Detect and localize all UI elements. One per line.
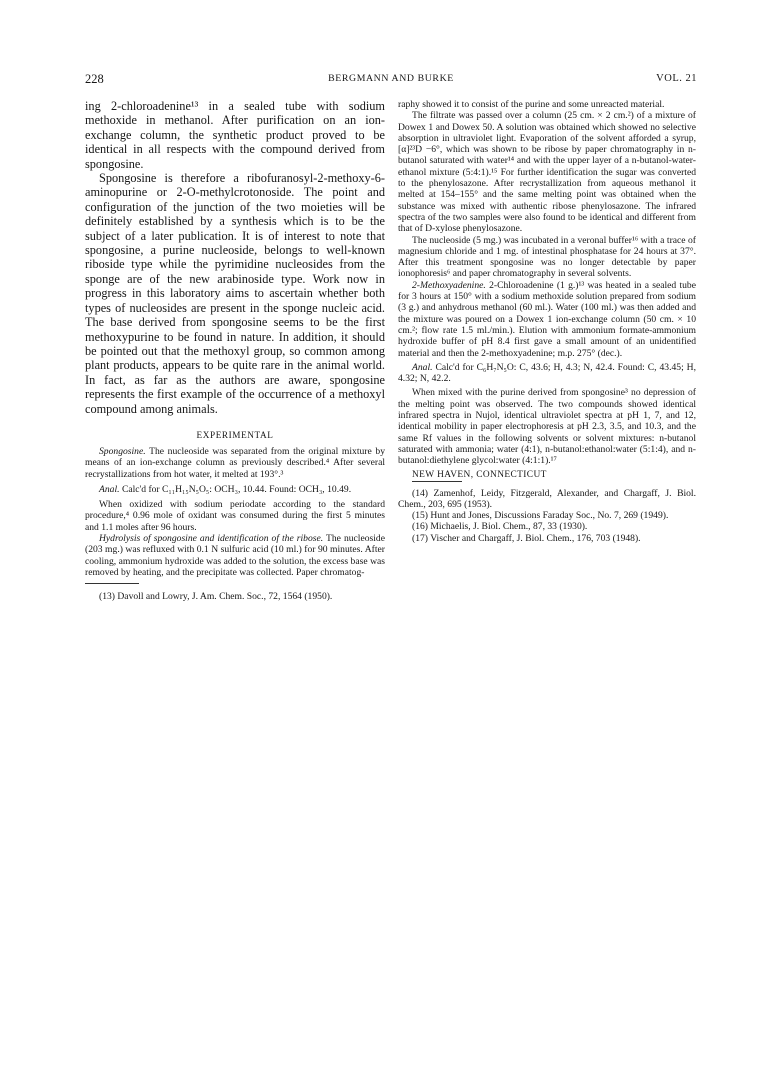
- footnote: (13) Davoll and Lowry, J. Am. Chem. Soc., 72, 1564 (1950).: [99, 591, 333, 603]
- section-rule: [412, 481, 462, 482]
- analysis-paragraph: [398, 362, 696, 385]
- spongosine-paragraph: [85, 446, 385, 480]
- run-in-title: 2-Methoxyadenine.: [412, 279, 486, 291]
- body-paragraph: When mixed with the purine derived from spongosine³ no depression of the melting point was observed. The two compounds showed identical infrared spectra in Nujol, identical ultraviolet spectra at pH 1, 7, and 12, identical mobility in paper electrophoresis at pH 2.3, 3.5, and 10.3, and the same Rf values in the following solvents or solvent mixtures: n-butanol saturated with ammonia; water (4:1), n-butanol:ethanol:water (5:1:4), and n-butanol:diethylene glycol:water (4:1:1).¹⁷: [398, 387, 696, 467]
- body-paragraph: The nucleoside (5 mg.) was incubated in a veronal buffer¹⁶ with a trace of magnesium chloride and 1 mg. of intestinal phosphatase for 24 hours at 37°. After this treatment spongosine was no longer detectable by paper ionophoresis⁶ and paper chromatography in several solvents.: [398, 234, 696, 280]
- reference-item: (16) Michaelis, J. Biol. Chem., 87, 33 (1930).: [412, 521, 588, 533]
- paragraph-text: 2-Chloroadenine (1 g.)¹³ was heated in a sealed tube for 3 hours at 150° with a sodium methoxide solution prepared from sodium (3 g.) and anhydrous methanol (60 ml.). Water (100 ml.) was then added and the mixture was poured on a Dowex 1 ion-exchange column (50 cm. × 10 cm.²; flow rate 1.5 ml./min.). Elution with ammonium formate-ammonium hydroxide buffer of pH 8.4 first gave a small amount of an unidentified material and then the 2-methoxyadenine; m.p. 275° (dec.).: [398, 279, 696, 359]
- run-in-title: Hydrolysis of spongosine and identification of the ribose.: [99, 533, 324, 545]
- volume-label: VOL. 21: [656, 73, 697, 84]
- page-header: [85, 72, 697, 88]
- methoxyadenine-paragraph: [398, 280, 696, 359]
- references: [398, 488, 696, 544]
- location-line: NEW HAVEN, CONNECTICUT: [412, 469, 547, 480]
- periodate-paragraph: When oxidized with sodium periodate according to the standard procedure,⁴ 0.96 mole of oxidant was consumed during the first 5 minutes and 1.1 moles after 96 hours.: [85, 499, 385, 533]
- running-title: BERGMANN AND BURKE: [328, 73, 454, 84]
- section-heading: EXPERIMENTAL: [196, 429, 274, 440]
- paragraph-text: The nucleoside (203 mg.) was refluxed with 0.1 N sulfuric acid (10 ml.) for 90 minutes. After cooling, ammonium hydroxide was added to the solution, the excess base was removed by heating, and the precipitate was collected. Paper chromatog-: [85, 533, 385, 578]
- left-column: [85, 99, 385, 603]
- run-in-title: Spongosine.: [99, 445, 146, 457]
- paragraph-text: Calc'd for C₁₁H₁₅N₅O₅: OCH₃, 10.44. Found: OCH₃, 10.49.: [121, 483, 352, 495]
- right-column: [398, 99, 696, 544]
- body-paragraph: The filtrate was passed over a column (25 cm. × 2 cm.²) of a mixture of Dowex 1 and Dowex 50. A solution was obtained which showed no selective absorption in ultraviolet light. Evaporation of the solvent afforded a syrup, [α]²³D −6°, which was shown to be ribose by paper chromatography in n-butanol saturated with water¹⁴ and with the upper layer of a n-butanol-water-ethanol mixture (5:4:1).¹⁵ For further identification the sugar was converted to the phenylosazone. After recrystallization from aqueous methanol it melted at 154–155° and the same melting point was obtained when the substance was mixed with authentic ribose phenylosazone. The infrared spectra of the two samples were also found to be identical and different from that of D-xylose phenylosazone.: [398, 110, 696, 235]
- footnote-rule: [85, 583, 139, 584]
- paragraph-text: The nucleoside was separated from the original mixture by means of an ion-exchange column as previously described.⁴ After several recrystallizations from hot water, it melted at 193°.³: [85, 445, 385, 480]
- body-paragraph: Spongosine is therefore a ribofuranosyl-2-methoxy-6-aminopurine or 2-O-methylcrotonoside. The point and configuration of the junction of the two moieties will be definitely established by a synthesis which is to be the subject of a later publication. It is of interest to note that spongosine, a purine nucleoside, belongs to well-known riboside type while the pyrimidine nucleosides from the sponge are of the new arabinoside type. Work now in progress in this laboratory aims to ascertain whether both types of nucleosides are present in the sponge nucleic acid. The base derived from spongosine seems to be the first methoxypurine to be found in nature. In addition, it should be pointed out that the methoxyl group, so common among plant products, appears to be quite rare in the animal world. In fact, as far as the authors are aware, spongosine represents the first example of the occurrence of a methoxyl compound among animals.: [85, 171, 385, 416]
- run-in-title: Anal.: [412, 361, 433, 373]
- page-number: 228: [85, 72, 104, 86]
- analysis-paragraph: [85, 484, 385, 495]
- reference-item: (15) Hunt and Jones, Discussions Faraday Soc., No. 7, 269 (1949).: [412, 510, 669, 522]
- reference-item: (14) Zamenhof, Leidy, Fitzgerald, Alexander, and Chargaff, J. Biol. Chem., 203, 695 (1953).: [398, 487, 696, 510]
- reference-item: (17) Vischer and Chargaff, J. Biol. Chem., 176, 703 (1948).: [412, 532, 641, 544]
- body-paragraph: ing 2-chloroadenine¹³ in a sealed tube with sodium methoxide in methanol. After purification on an ion-exchange column, the synthetic product proved to be identical in all respects with the compound derived from spongosine.: [85, 99, 385, 171]
- run-in-title: Anal.: [99, 483, 120, 495]
- paragraph-text: Calc'd for C₆H₇N₅O: C, 43.6; H, 4.3; N, 42.4. Found: C, 43.45; H, 4.32; N, 42.2.: [398, 361, 696, 385]
- hydrolysis-paragraph: [85, 533, 385, 578]
- body-paragraph: raphy showed it to consist of the purine and some unreacted material.: [398, 99, 665, 110]
